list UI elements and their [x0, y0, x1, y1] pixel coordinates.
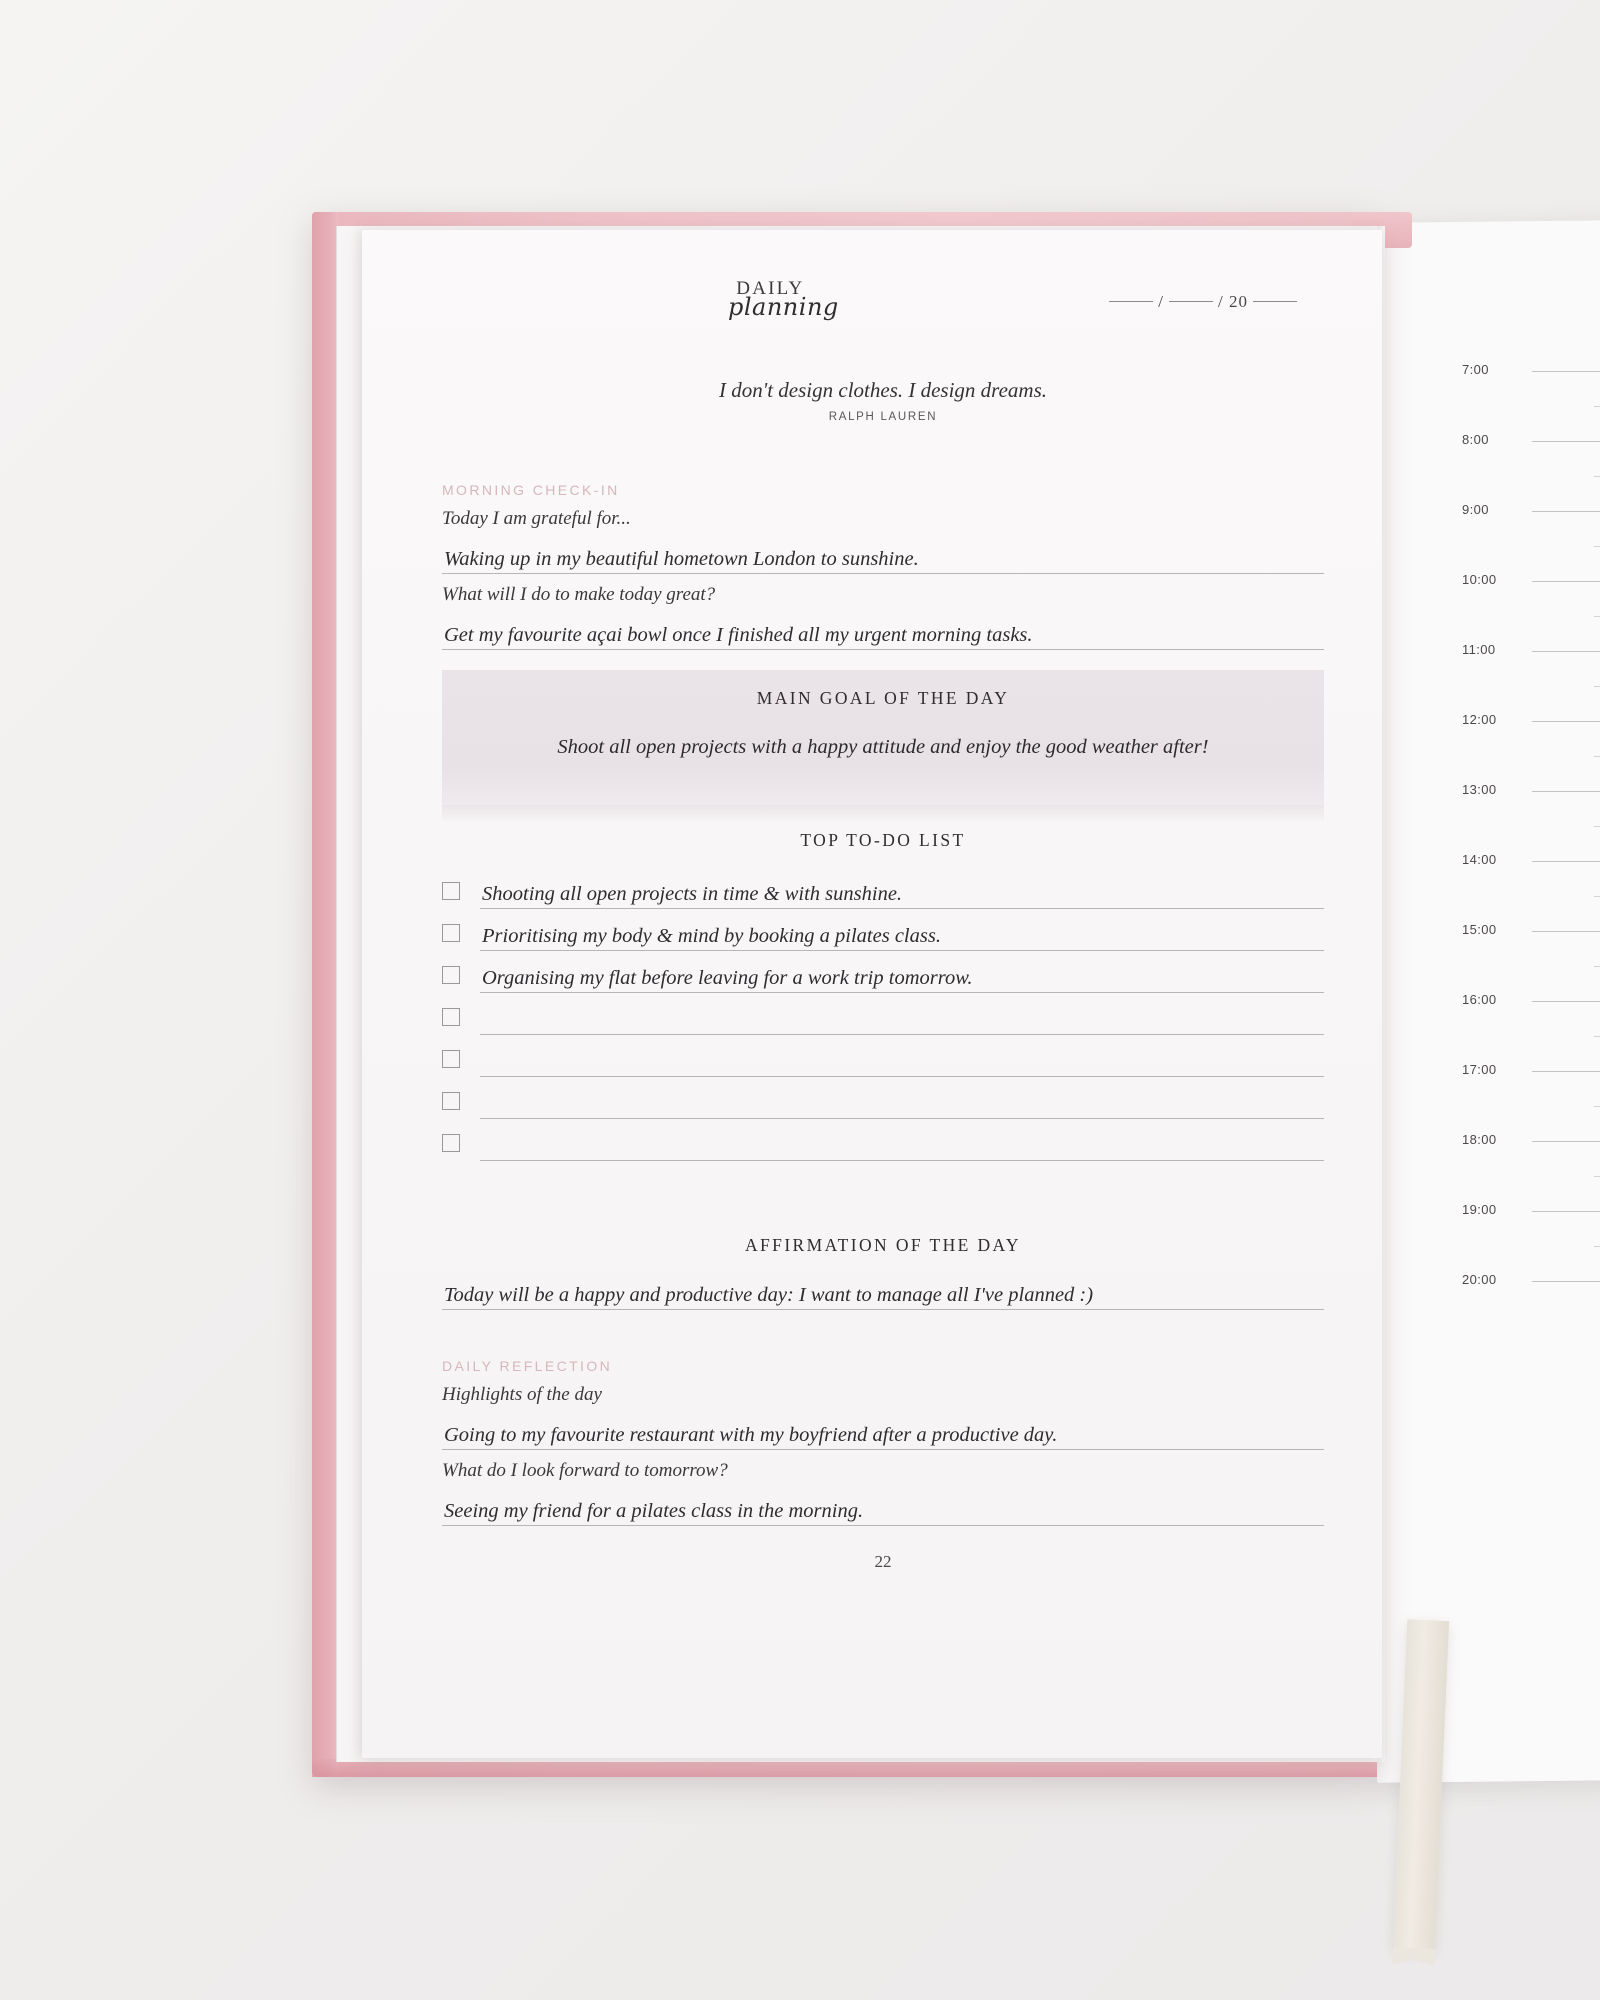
rule: [442, 1309, 1324, 1310]
schedule-slot[interactable]: [1462, 642, 1600, 712]
rule: [442, 573, 1324, 574]
schedule-time: 14:00: [1462, 852, 1497, 867]
schedule-time: 17:00: [1462, 1062, 1497, 1077]
checkbox-icon[interactable]: [442, 1050, 460, 1068]
schedule-slot[interactable]: [1462, 432, 1600, 502]
highlights-prompt: Highlights of the day: [442, 1384, 602, 1405]
schedule-slot[interactable]: [1462, 572, 1600, 642]
main-goal-title: MAIN GOAL OF THE DAY: [756, 688, 1010, 708]
affirmation-title: AFFIRMATION OF THE DAY: [745, 1235, 1021, 1255]
half-hour-rule: [1594, 546, 1600, 547]
schedule-time: 12:00: [1462, 712, 1497, 727]
schedule-time: 16:00: [1462, 992, 1497, 1007]
date-separator-2: / 20: [1218, 292, 1248, 311]
todo-section: [442, 830, 1324, 1167]
gratitude-prompt: Today I am grateful for...: [442, 508, 631, 529]
date-year-rule: [1253, 301, 1297, 302]
todo-item-text: Organising my flat before leaving for a work trip tomorrow.: [482, 967, 973, 989]
half-hour-rule: [1594, 1106, 1600, 1107]
main-goal-box[interactable]: [442, 670, 1324, 805]
todo-row[interactable]: [442, 1083, 1324, 1125]
schedule-time: 19:00: [1462, 1202, 1497, 1217]
todo-rows: [442, 873, 1324, 1167]
main-goal-text: Shoot all open projects with a happy attitude and enjoy the good weather after!: [557, 736, 1209, 758]
morning-checkin-section: [442, 482, 1324, 650]
great-day-prompt: What will I do to make today great?: [442, 584, 716, 605]
great-day-answer: Get my favourite açai bowl once I finished all my urgent morning tasks.: [444, 624, 1033, 646]
checkbox-icon[interactable]: [442, 1134, 460, 1152]
schedule-time: 18:00: [1462, 1132, 1497, 1147]
schedule-slot[interactable]: [1462, 852, 1600, 922]
schedule-column: [1462, 362, 1600, 1342]
rule: [1532, 1071, 1600, 1072]
schedule-time: 7:00: [1462, 362, 1489, 377]
title-planning: planning: [728, 293, 839, 321]
rule: [480, 1160, 1324, 1161]
affirmation-text: Today will be a happy and productive day: I want to manage all I've planned :): [444, 1284, 1094, 1306]
affirmation-line[interactable]: [442, 1278, 1324, 1310]
rule: [1532, 931, 1600, 932]
rule: [480, 1034, 1324, 1035]
schedule-time: 15:00: [1462, 922, 1497, 937]
schedule-slot[interactable]: [1462, 992, 1600, 1062]
todo-row[interactable]: [442, 915, 1324, 957]
date-separator-1: /: [1158, 292, 1165, 311]
tomorrow-answer: Seeing my friend for a pilates class in the morning.: [444, 1500, 864, 1522]
half-hour-rule: [1594, 1036, 1600, 1037]
schedule-slot[interactable]: [1462, 922, 1600, 992]
rule: [480, 1118, 1324, 1119]
schedule-slot[interactable]: [1462, 362, 1600, 432]
half-hour-rule: [1594, 826, 1600, 827]
page-number: 22: [874, 1552, 892, 1571]
rule: [480, 1076, 1324, 1077]
schedule-time: 13:00: [1462, 782, 1497, 797]
checkbox-icon[interactable]: [442, 882, 460, 900]
half-hour-rule: [1594, 476, 1600, 477]
date-field[interactable]: [1104, 292, 1302, 312]
todo-row[interactable]: [442, 999, 1324, 1041]
rule: [1532, 1001, 1600, 1002]
rule: [480, 908, 1324, 909]
todo-item-text: Prioritising my body & mind by booking a pilates class.: [482, 925, 941, 947]
daily-reflection-section: [442, 1358, 1324, 1526]
rule: [1532, 1281, 1600, 1282]
schedule-slot[interactable]: [1462, 1272, 1600, 1342]
rule: [480, 950, 1324, 951]
rule: [1532, 511, 1600, 512]
rule: [480, 992, 1324, 993]
checkbox-icon[interactable]: [442, 924, 460, 942]
great-day-answer-line[interactable]: [442, 618, 1324, 650]
schedule-slot[interactable]: [1462, 502, 1600, 572]
rule: [1532, 581, 1600, 582]
schedule-time: 20:00: [1462, 1272, 1497, 1287]
page-title: [702, 278, 839, 321]
schedule-slot[interactable]: [1462, 712, 1600, 782]
todo-item-text: Shooting all open projects in time & with sunshine.: [482, 883, 903, 905]
left-page: [362, 230, 1382, 1758]
title-daily: DAILY: [736, 278, 805, 299]
todo-row[interactable]: [442, 873, 1324, 915]
open-notebook: [312, 212, 1582, 1802]
half-hour-rule: [1594, 616, 1600, 617]
half-hour-rule: [1594, 1176, 1600, 1177]
schedule-slot[interactable]: [1462, 1132, 1600, 1202]
affirmation-section: [442, 1235, 1324, 1310]
rule: [1532, 1141, 1600, 1142]
rule: [1532, 791, 1600, 792]
schedule-slot[interactable]: [1462, 1202, 1600, 1272]
schedule-slot[interactable]: [1462, 1062, 1600, 1132]
half-hour-rule: [1594, 756, 1600, 757]
schedule-time: 11:00: [1462, 642, 1496, 657]
rule: [442, 649, 1324, 650]
highlights-answer-line[interactable]: [442, 1418, 1324, 1450]
quote-text: I don't design clothes. I design dreams.: [718, 378, 1047, 402]
checkbox-icon[interactable]: [442, 966, 460, 984]
tomorrow-prompt: What do I look forward to tomorrow?: [442, 1460, 728, 1481]
rule: [1532, 441, 1600, 442]
checkbox-icon[interactable]: [442, 1008, 460, 1026]
half-hour-rule: [1594, 896, 1600, 897]
highlights-answer: Going to my favourite restaurant with my boyfriend after a productive day.: [444, 1424, 1058, 1446]
date-month-rule: [1169, 301, 1213, 302]
half-hour-rule: [1594, 1246, 1600, 1247]
tomorrow-answer-line[interactable]: [442, 1494, 1324, 1526]
rule: [442, 1449, 1324, 1450]
todo-title: TOP TO-DO LIST: [800, 830, 966, 850]
daily-reflection-label: DAILY REFLECTION: [442, 1358, 613, 1374]
quote-block: [442, 378, 1324, 423]
checkbox-icon[interactable]: [442, 1092, 460, 1110]
half-hour-rule: [1594, 966, 1600, 967]
rule: [1532, 651, 1600, 652]
quote-author: RALPH LAUREN: [828, 411, 938, 423]
gratitude-answer: Waking up in my beautiful hometown London to sunshine.: [444, 548, 919, 570]
rule: [1532, 1211, 1600, 1212]
schedule-slot[interactable]: [1462, 782, 1600, 852]
page-header: [442, 278, 1324, 320]
todo-row[interactable]: [442, 1125, 1324, 1167]
schedule-time: 9:00: [1462, 502, 1489, 517]
rule: [1532, 861, 1600, 862]
cover-spine: [312, 212, 338, 1777]
todo-row[interactable]: [442, 957, 1324, 999]
schedule-time: 8:00: [1462, 432, 1489, 447]
rule: [1532, 371, 1600, 372]
half-hour-rule: [1594, 686, 1600, 687]
gratitude-answer-line[interactable]: [442, 542, 1324, 574]
rule: [442, 1525, 1324, 1526]
morning-checkin-label: MORNING CHECK-IN: [442, 482, 620, 498]
schedule-time: 10:00: [1462, 572, 1497, 587]
todo-row[interactable]: [442, 1041, 1324, 1083]
half-hour-rule: [1594, 406, 1600, 407]
date-day-rule: [1109, 301, 1153, 302]
rule: [1532, 721, 1600, 722]
